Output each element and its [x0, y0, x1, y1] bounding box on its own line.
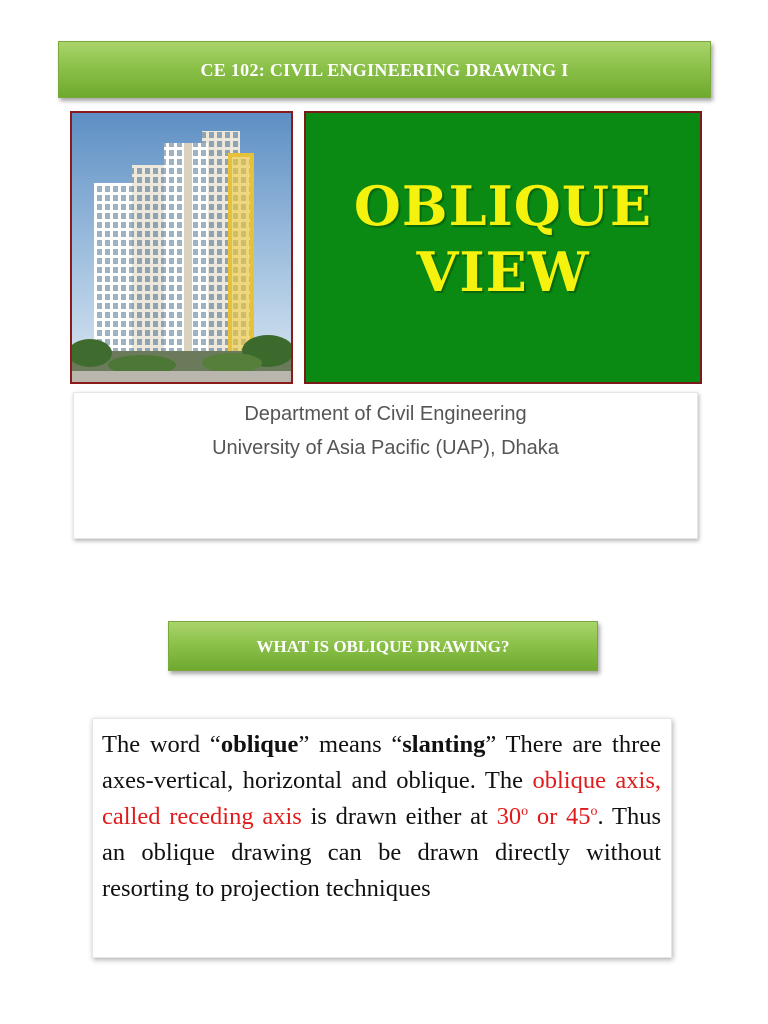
angle-30: 30: [496, 803, 522, 830]
angle-highlight: [497, 803, 598, 830]
text-segment: ” means “: [298, 731, 403, 758]
definition-paragraph: [92, 718, 672, 958]
section-heading-banner: WHAT IS OBLIQUE DRAWING?: [168, 621, 598, 671]
slide-title: [354, 173, 652, 305]
university-name: University of Asia Pacific (UAP), Dhaka: [212, 437, 559, 459]
department-name: Department of Civil Engineering: [244, 403, 527, 425]
term-slanting: slanting: [402, 731, 486, 758]
title-line-1: OBLIQUE: [353, 173, 653, 238]
text-segment: is drawn either at: [301, 803, 497, 830]
course-title-banner: CE 102: CIVIL ENGINEERING DRAWING I: [58, 41, 711, 98]
title-panel: [304, 111, 702, 384]
title-line-2: VIEW: [416, 239, 590, 304]
term-oblique: oblique: [220, 731, 299, 758]
text-segment: ” There are three axes-vertical, horizontal and oblique. The: [102, 731, 661, 794]
angle-45: or 45: [528, 803, 591, 830]
building-photo: [70, 111, 293, 384]
receding-axis-highlight: oblique axis, called receding axis: [102, 767, 661, 830]
department-box: [73, 392, 698, 539]
text-segment: . Thus an oblique drawing can be drawn directly without resorting to projection techniques: [102, 803, 661, 902]
text-segment: The word “: [102, 731, 221, 758]
degree-sup: o: [521, 803, 529, 819]
degree-sup: o: [590, 803, 598, 819]
